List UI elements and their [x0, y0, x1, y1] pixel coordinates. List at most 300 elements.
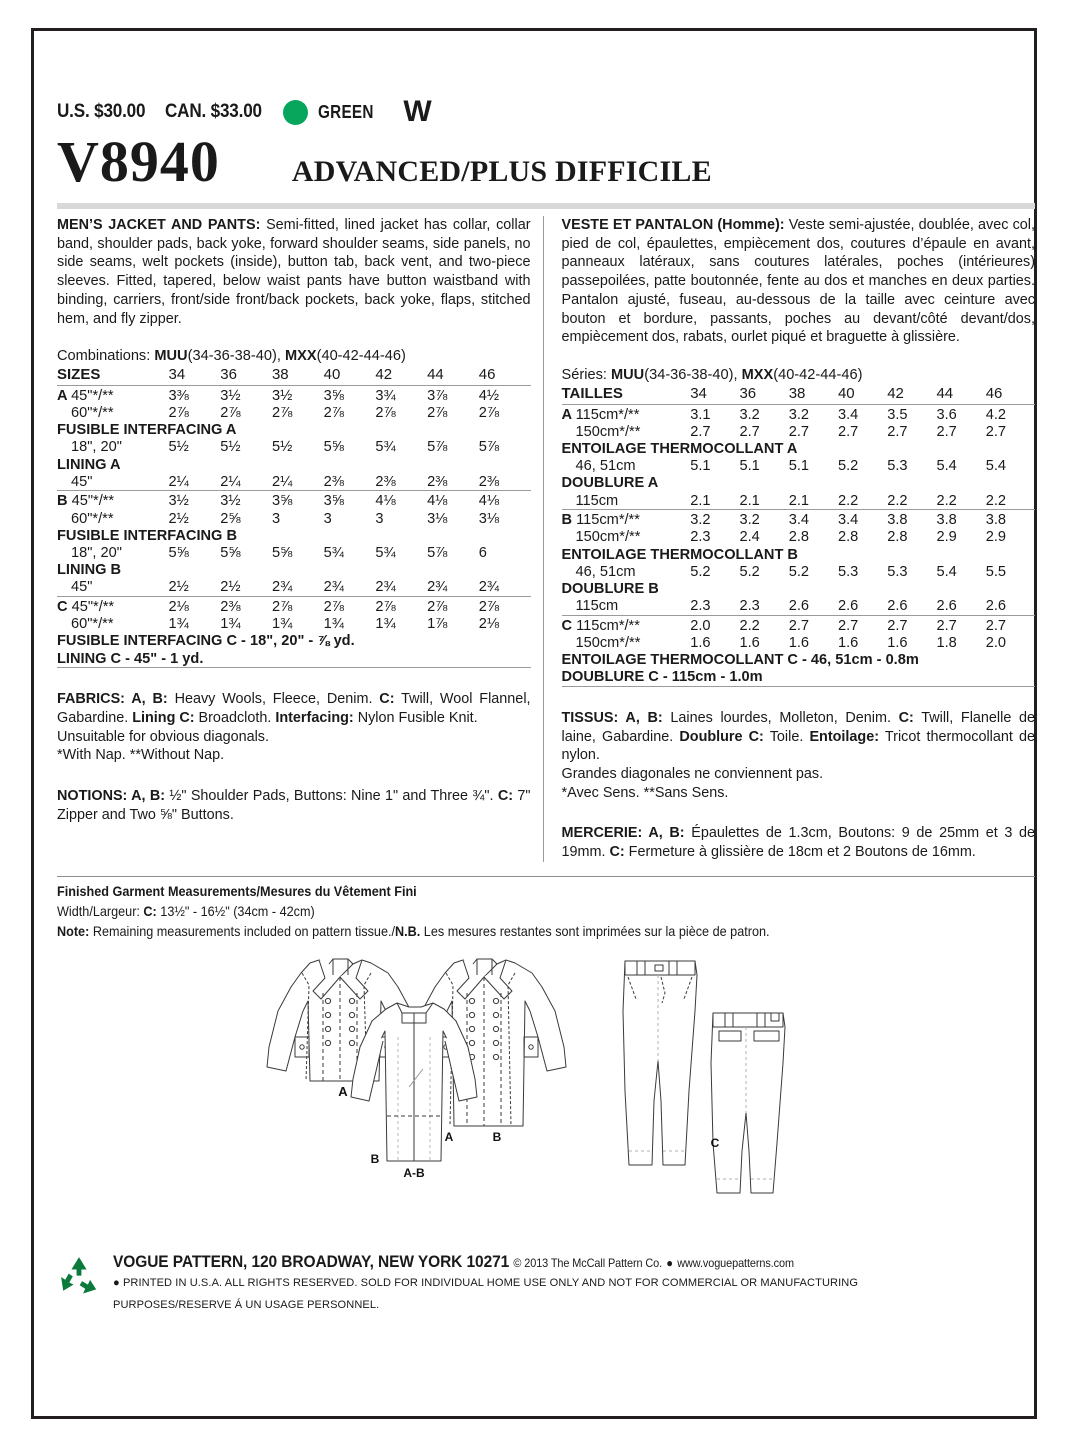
- yardage-table-fr: [562, 384, 1036, 687]
- legal-text-2: PURPOSES/RESERVE Á UN USAGE PERSONNEL.: [113, 1299, 380, 1312]
- table-row: [57, 510, 531, 527]
- row-value: 2.1: [788, 492, 809, 509]
- row-value: 5.3: [887, 458, 908, 475]
- line-art-illustrations: [57, 951, 1035, 1201]
- row-value: 3.4: [838, 404, 887, 423]
- row-label: 150cm*/**: [575, 529, 641, 546]
- combination-mxx-sizes-fr: (40-42-44-46): [773, 367, 863, 384]
- art-label-ab: A-B: [403, 1166, 425, 1181]
- price-us: U.S. $30.00: [57, 101, 146, 122]
- interfacing-label-fr: Entoilage:: [803, 728, 880, 745]
- pattern-number: V8940: [57, 129, 220, 194]
- lining-label-en: Lining C:: [128, 709, 195, 726]
- row-value: 5.4: [936, 458, 957, 475]
- row-value: 5⅝: [271, 545, 293, 561]
- row-value: 2.6: [887, 598, 908, 615]
- notions-views-ab-en: A, B:: [127, 788, 166, 804]
- row-value: 2.7: [936, 615, 985, 634]
- row-value: 3¾: [375, 385, 427, 404]
- row-value: 2⅜: [323, 473, 344, 490]
- table-row: [57, 385, 531, 404]
- row-value: 5.2: [788, 563, 809, 580]
- finished-divider: [57, 876, 1035, 877]
- table-full-row: [57, 633, 531, 650]
- row-value: 2.6: [936, 598, 957, 615]
- row-value: 2.8: [837, 529, 859, 546]
- table-row: [57, 491, 531, 510]
- row-label: C 115cm*/**: [562, 615, 691, 634]
- row-value: 2.6: [837, 598, 859, 615]
- pants-view-c-front: [623, 961, 697, 1165]
- notions-heading-fr: MERCERIE:: [561, 825, 643, 842]
- notions-c-text-fr: Fermeture à glissière de 18cm et 2 Boutons de 16mm.: [624, 844, 976, 861]
- price-can: CAN. $33.00: [165, 101, 263, 122]
- table-row: [57, 544, 531, 561]
- difficulty-level: ADVANCED/PLUS DIFFICILE: [291, 155, 712, 188]
- table-row: [562, 423, 1036, 440]
- row-value: 3½: [220, 491, 272, 510]
- row-value: 3⅜: [169, 385, 221, 404]
- legal-line-1: [113, 1272, 1009, 1294]
- row-label: 45": [71, 579, 93, 596]
- fabrics-heading-en: FABRICS:: [57, 691, 125, 708]
- size-col-44: 44: [427, 365, 444, 383]
- section-label: ENTOILAGE THERMOCOLLANT A: [561, 441, 798, 457]
- row-value: 3.2: [789, 404, 838, 423]
- row-value: 2.7: [887, 615, 936, 634]
- description-en: [57, 216, 531, 328]
- row-label: B 115cm*/**: [562, 510, 691, 529]
- notions-views-ab-fr: A, B:: [642, 825, 685, 842]
- table-row: [562, 634, 1036, 651]
- row-value: 2¼: [168, 473, 189, 490]
- row-value: 3.8: [986, 510, 1035, 529]
- header-divider: [57, 203, 1035, 209]
- combinations-en: [57, 348, 531, 364]
- section-label: FUSIBLE INTERFACING B: [57, 527, 237, 544]
- row-value: 1⅞: [427, 616, 448, 633]
- row-value: 4.2: [986, 404, 1035, 423]
- row-value: 2⅞: [427, 405, 448, 422]
- lining-text-fr: Toile.: [763, 728, 804, 745]
- row-value: 2.7: [838, 615, 887, 634]
- row-value: 1.6: [887, 634, 908, 651]
- row-label: 150cm*/**: [575, 423, 641, 440]
- row-value: 1¾: [168, 616, 189, 633]
- row-value: 3½: [169, 491, 221, 510]
- size-col-36: 36: [220, 365, 237, 383]
- description-fr: [562, 216, 1036, 347]
- row-value: 2.2: [936, 492, 957, 509]
- row-value: 5.4: [985, 458, 1006, 475]
- row-value: 5⅞: [478, 439, 500, 456]
- row-value: 2⅞: [479, 596, 531, 615]
- row-value: 2⅛: [169, 596, 221, 615]
- row-value: 3.4: [789, 510, 838, 529]
- section-label: DOUBLURE B: [561, 580, 659, 597]
- table-section-header: [57, 456, 531, 473]
- row-value: 2.6: [985, 598, 1006, 615]
- table-full-row: [562, 669, 1036, 687]
- row-label: 46, 51cm: [575, 563, 636, 580]
- lining-text-en: Broadcloth.: [194, 709, 272, 726]
- row-value: 1.6: [739, 634, 760, 651]
- row-value: 2½: [168, 579, 189, 596]
- color-name: GREEN: [317, 101, 374, 122]
- row-value: 2⅞: [271, 405, 293, 422]
- row-value: 3.8: [887, 510, 936, 529]
- table-section-header: [57, 422, 531, 439]
- copyright-text: © 2013 The McCall Pattern Co.: [513, 1257, 663, 1270]
- table-section-header: [562, 546, 1036, 563]
- row-value: 2.0: [690, 615, 739, 634]
- row-value: 2½: [220, 579, 241, 596]
- size-col-42: 42: [887, 384, 904, 402]
- row-value: 2⅞: [478, 405, 500, 422]
- size-col-34: 34: [168, 365, 186, 383]
- row-value: 5⅞: [427, 545, 448, 561]
- note-text-fr: Les mesures restantes sont imprimées sur la pièce de patron.: [420, 923, 770, 939]
- table-section-header: [562, 475, 1036, 492]
- row-value: 3.8: [936, 510, 985, 529]
- row-value: 2⅞: [220, 405, 241, 422]
- row-value: 2.7: [690, 423, 711, 440]
- combination-mxx-fr: MXX: [741, 367, 774, 384]
- row-value: 3.2: [739, 510, 788, 529]
- row-value: 2⅞: [427, 596, 479, 615]
- row-value: 2.7: [985, 423, 1006, 440]
- combinations-label-en: Combinations:: [57, 348, 151, 365]
- finished-note-line: [57, 922, 1030, 942]
- notions-ab-text-fr: Épaulettes de 1.3cm, Boutons: 9 de 25mm et 3 de 19mm.: [561, 825, 1035, 861]
- row-value: 5.3: [837, 563, 859, 580]
- interfacing-text-fr: Tricot thermocollant de nylon.: [561, 728, 1035, 764]
- size-col-40: 40: [323, 365, 341, 383]
- size-col-38: 38: [271, 365, 289, 383]
- description-en-body: Semi-fitted, lined jacket has collar, collar band, shoulder pads, back yoke, forward shoulder seams, side panels, no side seams, welt pockets (inside), button tab, back vent, and two-piece sleeves. Fitted, tapered, below waist pants have button waistband with binding, carriers, front/side front/back pockets, back yoke, flaps, stitched hem, and fly zipper.: [57, 217, 531, 327]
- fabrics-c-text-en: Twill, Wool Flannel, Gabardine.: [57, 691, 531, 726]
- table-full-row: [57, 650, 531, 668]
- fabrics-views-ab-fr: A, B:: [618, 709, 663, 726]
- footer-company-line: [113, 1253, 982, 1272]
- notions-fr: [562, 824, 1036, 861]
- sizes-header: SIZES: [57, 365, 101, 383]
- row-label: 18", 20": [71, 439, 122, 456]
- combination-mxx-en: MXX: [284, 348, 317, 365]
- section-label: ENTOILAGE THERMOCOLLANT B: [561, 546, 798, 563]
- table-row: [562, 615, 1036, 634]
- row-label: 60"*/**: [71, 405, 114, 422]
- table-header-row: [57, 365, 531, 385]
- art-label-c: C: [710, 1136, 720, 1151]
- row-value: 1¾: [375, 616, 396, 633]
- full-row-label: ENTOILAGE THERMOCOLLANT C - 46, 51cm - 0.8m: [561, 652, 919, 669]
- size-col-44: 44: [936, 384, 954, 402]
- row-label: A 115cm*/**: [562, 404, 691, 423]
- row-label: 46, 51cm: [575, 458, 636, 475]
- description-fr-body: Veste semi-ajustée, doublée, avec col, pied de col, épaulettes, empiècement dos, coutures d’épaule en avant, panneaux latéraux, sans coutures latérales, poches (intérieures) passepoilées, patte boutonnée, fente au dos et manches en deux parties. Pantalon ajusté, fuseau, au-dessous de la taille avec ceinture avec bouton et bordure, passants, poches au devant/côté devant/dos, empiècement dos, rabats, ourlet piqué et braguette à glissière.: [561, 217, 1035, 346]
- row-value: 2.7: [986, 615, 1035, 634]
- row-value: 2¾: [271, 579, 293, 596]
- table-full-row: [562, 651, 1036, 668]
- row-value: 5½: [168, 439, 189, 456]
- row-value: 3½: [220, 385, 272, 404]
- interfacing-text-en: Nylon Fusible Knit.: [353, 709, 478, 726]
- row-value: 3⅛: [427, 510, 448, 527]
- section-label: LINING B: [57, 562, 122, 579]
- price-row: [57, 95, 1035, 129]
- row-value: 4½: [479, 385, 531, 404]
- row-value: 5.1: [739, 458, 760, 475]
- row-value: 2¼: [271, 473, 293, 490]
- row-value: 2.9: [936, 529, 957, 546]
- row-value: 2⅜: [478, 473, 500, 490]
- row-value: 3.5: [887, 404, 936, 423]
- recycle-icon: [57, 1255, 101, 1299]
- row-value: 2⅞: [323, 405, 344, 422]
- table-row: [57, 579, 531, 597]
- full-row-label: LINING C - 45" - 1 yd.: [57, 650, 531, 668]
- yardage-table-en: [57, 365, 531, 668]
- table-row: [57, 596, 531, 615]
- pants-view-c-back: [711, 1013, 785, 1193]
- row-value: 3: [375, 510, 384, 527]
- row-value: 2.0: [985, 634, 1006, 651]
- notions-heading-en: NOTIONS:: [57, 788, 128, 804]
- row-value: 1.8: [936, 634, 957, 651]
- row-value: 5⅝: [168, 545, 189, 561]
- row-value: 5½: [220, 439, 241, 456]
- fabrics-view-c-en: C:: [372, 691, 395, 708]
- row-label: C 45"*/**: [57, 596, 169, 615]
- table-row: [57, 405, 531, 422]
- finished-width-line: [57, 902, 1030, 922]
- interfacing-label-en: Interfacing:: [271, 709, 354, 726]
- fabrics-view-c-fr: C:: [890, 709, 914, 726]
- table-header-row: [562, 384, 1036, 404]
- row-value: 2.1: [690, 492, 711, 509]
- size-group-mark: W: [403, 95, 432, 128]
- table-row: [562, 404, 1036, 423]
- width-view: C:: [139, 903, 157, 919]
- row-value: 3⅝: [324, 385, 376, 404]
- combinations-label-fr: Séries:: [561, 367, 607, 384]
- row-value: 2.9: [985, 529, 1006, 546]
- row-value: 2.3: [690, 598, 711, 615]
- row-value: 5⅝: [220, 545, 241, 561]
- table-row: [562, 563, 1036, 580]
- table-section-header: [562, 440, 1036, 457]
- row-value: 2.7: [788, 423, 809, 440]
- row-value: 2.3: [739, 598, 760, 615]
- notions-view-c-fr: C:: [605, 844, 625, 861]
- row-value: 1.6: [837, 634, 859, 651]
- row-value: 3⅞: [427, 385, 479, 404]
- legal-text-1: PRINTED IN U.S.A. ALL RIGHTS RESERVED. SOLD FOR INDIVIDUAL HOME USE ONLY AND NOT FOR COMMERCIAL OR MANUFACTURING: [122, 1277, 859, 1289]
- footer-text: [113, 1253, 1037, 1316]
- row-label: 115cm: [575, 598, 619, 615]
- company-address: VOGUE PATTERN, 120 BROADWAY, NEW YORK 10271: [113, 1253, 510, 1271]
- finished-heading: Finished Garment Measurements/Mesures du Vêtement Fini: [57, 884, 417, 900]
- row-label: A 45"*/**: [57, 385, 169, 404]
- row-value: 2.2: [985, 492, 1006, 509]
- garment-line-drawings: [57, 951, 1035, 1201]
- row-value: 4⅛: [427, 491, 479, 510]
- row-value: 2⅞: [168, 405, 189, 422]
- row-value: 5.2: [837, 458, 859, 475]
- row-value: 2¼: [220, 473, 241, 490]
- fabrics-views-ab-en: A, B:: [124, 691, 168, 708]
- size-col-40: 40: [837, 384, 855, 402]
- description-en-title: MEN’S JACKET AND PANTS:: [57, 217, 261, 233]
- row-value: 3.2: [739, 404, 788, 423]
- row-value: 3⅛: [478, 510, 500, 527]
- notions-view-c-en: C:: [493, 788, 514, 804]
- full-row-label: DOUBLURE C - 115cm - 1.0m: [562, 669, 1036, 687]
- notions-ab-text-en: ½" Shoulder Pads, Buttons: Nine 1" and Three ¾".: [165, 788, 494, 804]
- row-value: 2.7: [739, 423, 760, 440]
- row-value: 2.2: [739, 615, 788, 634]
- row-value: 5½: [271, 439, 293, 456]
- width-label: Width/Largeur:: [57, 903, 140, 919]
- row-value: 5⅞: [427, 439, 448, 456]
- table-section-header: [562, 580, 1036, 597]
- description-fr-title: VESTE ET PANTALON (Homme):: [561, 217, 785, 233]
- content-area: [57, 95, 1035, 1201]
- table-row: [57, 473, 531, 491]
- row-value: 2⅜: [427, 473, 448, 490]
- row-value: 2.4: [739, 529, 760, 546]
- row-label: 45": [71, 473, 93, 490]
- row-value: 2¾: [375, 579, 396, 596]
- english-column: [57, 216, 543, 862]
- combinations-fr: [562, 367, 1036, 383]
- bilingual-columns: [57, 216, 1035, 862]
- row-value: 2¾: [478, 579, 500, 596]
- bullet-separator-2: ●: [113, 1277, 120, 1289]
- lining-label-fr: Doublure C:: [673, 728, 764, 745]
- row-label: 18", 20": [71, 545, 122, 561]
- row-value: 5.2: [739, 563, 760, 580]
- size-col-36: 36: [739, 384, 757, 402]
- row-value: 1.6: [788, 634, 809, 651]
- row-value: 5.3: [887, 563, 908, 580]
- fabrics-ab-text-fr: Laines lourdes, Molleton, Denim.: [662, 709, 891, 726]
- finished-measurements: [57, 882, 1030, 941]
- fabrics-ab-text-en: Heavy Wools, Fleece, Denim.: [167, 691, 373, 708]
- row-value: 2.1: [739, 492, 760, 509]
- table-section-header: [57, 527, 531, 544]
- row-value: 2⅝: [220, 510, 241, 527]
- row-value: 6: [478, 545, 487, 561]
- footer-legal: [113, 1272, 1009, 1316]
- row-value: 3½: [272, 385, 324, 404]
- table-row: [562, 458, 1036, 475]
- fabrics-c-text-fr: Twill, Flanelle de laine, Gabardine.: [561, 709, 1036, 745]
- art-label-a1: A: [338, 1084, 348, 1100]
- row-value: 5.5: [985, 563, 1006, 580]
- row-value: 2⅞: [272, 596, 324, 615]
- row-value: 3.6: [936, 404, 985, 423]
- table-row: [562, 510, 1036, 529]
- row-value: 2.6: [788, 598, 809, 615]
- row-value: 3.1: [690, 404, 739, 423]
- table-row: [57, 439, 531, 456]
- row-value: 2¾: [323, 579, 344, 596]
- bullet-separator-1: ●: [666, 1256, 674, 1270]
- art-label-a2: A: [444, 1130, 454, 1145]
- title-row: [57, 129, 1035, 194]
- row-label: B 45"*/**: [57, 491, 169, 510]
- combination-muu-en: MUU: [154, 348, 188, 365]
- row-value: 1¾: [271, 616, 293, 633]
- table-row: [562, 529, 1036, 546]
- table-row: [562, 492, 1036, 510]
- row-value: 3⅝: [324, 491, 376, 510]
- width-value: 13½" - 16½" (34cm - 42cm): [156, 903, 315, 919]
- row-value: 2⅞: [375, 405, 396, 422]
- row-value: 2.2: [887, 492, 908, 509]
- full-row-label: FUSIBLE INTERFACING C - 18", 20" - ⅞ yd.: [57, 633, 355, 650]
- section-label: DOUBLURE A: [561, 475, 659, 492]
- row-value: 5⅝: [323, 439, 344, 456]
- fabrics-fr: [562, 709, 1036, 803]
- size-col-46: 46: [478, 365, 496, 383]
- row-value: 5.2: [690, 563, 711, 580]
- row-value: 4⅛: [375, 491, 427, 510]
- row-value: 2⅞: [375, 596, 427, 615]
- note-label-fr: N.B.: [395, 923, 421, 939]
- row-value: 3: [323, 510, 332, 527]
- row-value: 5¾: [375, 545, 396, 561]
- combination-muu-sizes-en: (34-36-38-40),: [187, 348, 281, 365]
- row-value: 2.7: [837, 423, 859, 440]
- color-dot-icon: [283, 100, 308, 125]
- size-col-42: 42: [375, 365, 393, 383]
- nap-note-fr: *Avec Sens. **Sans Sens.: [561, 784, 729, 801]
- sizes-header: TAILLES: [561, 384, 623, 402]
- section-label: FUSIBLE INTERFACING A: [57, 422, 237, 439]
- row-value: 5.4: [936, 563, 957, 580]
- combination-muu-sizes-fr: (34-36-38-40),: [644, 367, 738, 384]
- row-value: 2⅜: [375, 473, 396, 490]
- row-value: 2¾: [427, 579, 448, 596]
- row-value: 3.2: [690, 510, 739, 529]
- row-value: 2.2: [837, 492, 859, 509]
- row-value: 5¾: [323, 545, 344, 561]
- row-value: 4⅛: [479, 491, 531, 510]
- note-label: Note:: [57, 923, 90, 939]
- section-label: LINING A: [57, 456, 121, 473]
- fabrics-heading-fr: TISSUS:: [561, 709, 619, 726]
- art-label-b2: B: [370, 1152, 380, 1167]
- row-value: 2.7: [936, 423, 957, 440]
- row-value: 2.7: [789, 615, 838, 634]
- row-label: 60"*/**: [71, 510, 114, 527]
- row-label: 150cm*/**: [575, 634, 641, 651]
- row-value: 2⅞: [324, 596, 376, 615]
- notions-c-text-en: 7" Zipper and Two ⅝" Buttons.: [57, 788, 531, 823]
- size-col-34: 34: [690, 384, 707, 402]
- row-value: 2.8: [887, 529, 908, 546]
- fabrics-note-en: Unsuitable for obvious diagonals.: [57, 728, 269, 745]
- art-label-b1: B: [492, 1130, 502, 1145]
- notions-en: [57, 787, 531, 824]
- website-link[interactable]: www.voguepatterns.com: [677, 1257, 794, 1270]
- row-label: 60"*/**: [71, 616, 114, 633]
- row-value: 2⅜: [220, 596, 272, 615]
- note-text-en: Remaining measurements included on pattern tissue./: [89, 923, 396, 939]
